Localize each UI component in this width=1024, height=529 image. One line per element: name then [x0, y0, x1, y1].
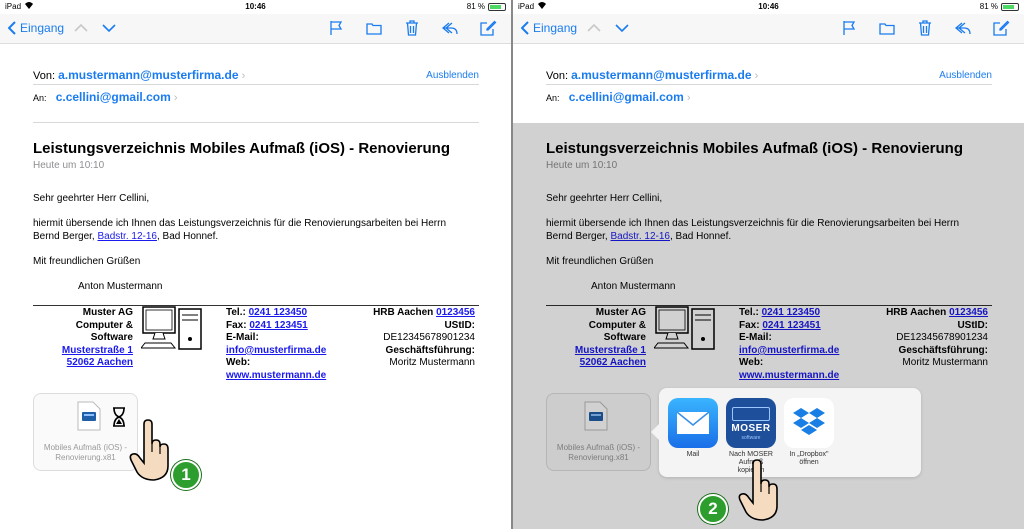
label-line: Aufmaß kopieren: [737, 459, 765, 474]
compose-icon[interactable]: [992, 19, 1010, 37]
mail-sender: Anton Mustermann: [591, 281, 676, 292]
street-link[interactable]: Musterstraße 1: [574, 344, 646, 356]
battery-percent: 81 %: [466, 2, 485, 11]
folder-icon[interactable]: [365, 19, 383, 37]
tel-link[interactable]: 0241 123450: [248, 307, 308, 318]
from-line: [33, 68, 479, 82]
to-label: An:: [33, 93, 47, 103]
mail-body-line: hiermit übersende ich Ihnen das Leistungsverzeichnis für die Renovierungsarbeiten bei Herrn: [33, 218, 447, 229]
hrb-label: HRB Aachen: [373, 307, 434, 318]
from-label: Von:: [546, 70, 569, 82]
chevron-right-icon: ›: [754, 70, 759, 82]
fax-label: Fax:: [226, 319, 247, 331]
attachment-tile[interactable]: [33, 393, 138, 471]
clock: 10:46: [245, 2, 266, 11]
email-link[interactable]: info@musterfirma.de: [226, 344, 327, 356]
previous-mail-icon[interactable]: [74, 20, 88, 36]
city-link[interactable]: 52062 Aachen: [579, 357, 646, 369]
company-name: Software: [90, 332, 133, 344]
tel-label: Tel.:: [739, 307, 759, 318]
share-app-label: Mail: [686, 451, 700, 458]
header-divider: [33, 84, 479, 85]
mail-view-step-2: [513, 0, 1024, 529]
mail-greeting: Sehr geehrter Herr Cellini,: [33, 193, 150, 204]
document-icon: [77, 401, 101, 431]
hrb-link[interactable]: 0123456: [949, 307, 988, 318]
mail-subject: Leistungsverzeichnis Mobiles Aufmaß (iOS) - Renovierung: [546, 140, 964, 157]
web-link[interactable]: www.mustermann.de: [226, 369, 327, 381]
management-value: Moritz Mustermann: [389, 357, 475, 369]
body-text: , Bad Honnef.: [156, 231, 219, 242]
reply-icon[interactable]: [441, 19, 459, 37]
clock: 10:46: [758, 2, 779, 11]
hrb-link[interactable]: 0123456: [436, 307, 475, 318]
tap-hand-icon: [128, 418, 174, 484]
label-line: öffnen: [799, 459, 819, 466]
fax-label: Fax:: [739, 319, 760, 331]
chevron-right-icon: ›: [241, 70, 246, 82]
management-label: Geschäftsführung:: [898, 344, 988, 356]
to-address[interactable]: c.cellini@gmail.com: [568, 90, 684, 104]
chevron-right-icon: ›: [173, 92, 178, 104]
signature-contact: [226, 307, 326, 383]
status-bar: [513, 0, 1024, 14]
flag-icon[interactable]: [327, 19, 345, 37]
to-address[interactable]: c.cellini@gmail.com: [55, 90, 171, 104]
moser-app-icon: [726, 398, 776, 448]
signature-registry: [373, 307, 475, 370]
next-mail-icon[interactable]: [102, 20, 116, 36]
hourglass-icon: [112, 407, 126, 427]
city-link[interactable]: 52062 Aachen: [66, 357, 133, 369]
battery-percent: 81 %: [979, 2, 998, 11]
tel-label: Tel.:: [226, 307, 246, 318]
mail-sender: Anton Mustermann: [78, 281, 163, 292]
company-name: Software: [603, 332, 646, 344]
moser-logo-sub: software: [741, 435, 761, 441]
mail-body-line: [33, 231, 218, 242]
ustid-value: DE12345678901234: [383, 332, 475, 344]
step-badge-2: 2: [698, 494, 728, 524]
mail-view-step-1: [0, 0, 511, 529]
signature-company: [62, 307, 133, 370]
attachment-name: Mobiles Aufmaß (iOS) -: [556, 443, 641, 452]
chevron-left-icon: [521, 21, 529, 35]
ruler-shape: [732, 407, 770, 421]
to-line: [546, 90, 992, 104]
label-line: Nach MOSER: [729, 451, 773, 458]
battery-icon: [488, 3, 506, 11]
company-name: Computer &: [588, 319, 646, 331]
header-divider: [546, 84, 992, 85]
from-line: [546, 68, 992, 82]
address-link[interactable]: Badstr. 12-16: [97, 231, 157, 242]
trash-icon[interactable]: [916, 19, 934, 37]
email-label: E-Mail:: [226, 332, 259, 344]
computer-logo: [141, 305, 205, 351]
to-line: [33, 90, 479, 104]
reply-icon[interactable]: [954, 19, 972, 37]
share-app-dropbox[interactable]: [784, 398, 834, 467]
attachment-name: Mobiles Aufmaß (iOS) -: [43, 443, 128, 452]
body-text: Bernd Berger,: [33, 231, 98, 242]
dropbox-app-icon: [784, 398, 834, 448]
label-line: In „Dropbox": [789, 451, 829, 458]
fax-link[interactable]: 0241 123451: [762, 319, 821, 331]
ustid-label: UStID:: [444, 319, 475, 331]
hide-details-link[interactable]: Ausblenden: [939, 70, 992, 81]
chevron-left-icon: [8, 21, 16, 35]
back-button[interactable]: [8, 21, 64, 35]
mail-greeting: Sehr geehrter Herr Cellini,: [546, 193, 663, 204]
web-label: Web:: [739, 357, 764, 369]
fax-link[interactable]: 0241 123451: [249, 319, 308, 331]
header-divider: [33, 122, 479, 123]
ustid-label: UStID:: [957, 319, 988, 331]
mail-subject: Leistungsverzeichnis Mobiles Aufmaß (iOS) - Renovierung: [33, 140, 451, 157]
back-label: Eingang: [20, 21, 65, 35]
moser-logo-text: MOSER: [731, 423, 771, 434]
flag-icon[interactable]: [840, 19, 858, 37]
mail-closing: Mit freundlichen Grüßen: [33, 256, 141, 267]
management-label: Geschäftsführung:: [385, 344, 475, 356]
status-bar: [0, 0, 511, 14]
mail-app-icon: [668, 398, 718, 448]
web-link[interactable]: www.mustermann.de: [739, 369, 840, 381]
ustid-value: DE12345678901234: [896, 332, 988, 344]
company-name: Muster AG: [595, 307, 646, 318]
share-app-mail[interactable]: [668, 398, 718, 459]
tap-hand-icon: [737, 458, 783, 524]
email-label: E-Mail:: [739, 332, 772, 344]
from-label: Von:: [33, 70, 56, 82]
compose-icon[interactable]: [479, 19, 497, 37]
folder-icon[interactable]: [878, 19, 896, 37]
management-value: Moritz Mustermann: [902, 357, 988, 369]
back-button[interactable]: [521, 21, 577, 35]
address-link[interactable]: Badstr. 12-16: [610, 231, 670, 242]
carrier-label: iPad: [518, 2, 535, 11]
share-popover: [659, 388, 921, 477]
mail-body-line: hiermit übersende ich Ihnen das Leistungsverzeichnis für die Renovierungsarbeiten bei Herrn: [546, 218, 960, 229]
body-text: Bernd Berger,: [546, 231, 611, 242]
street-link[interactable]: Musterstraße 1: [61, 344, 133, 356]
chevron-right-icon: ›: [686, 92, 691, 104]
popover-arrow: [651, 424, 659, 440]
company-name: Muster AG: [82, 307, 133, 318]
step-badge-1: 1: [171, 460, 201, 490]
body-text: , Bad Honnef.: [669, 231, 732, 242]
back-label: Eingang: [533, 21, 578, 35]
trash-icon[interactable]: [403, 19, 421, 37]
to-label: An:: [546, 93, 560, 103]
web-label: Web:: [226, 357, 251, 369]
share-app-label: [784, 451, 834, 467]
from-address[interactable]: a.mustermann@musterfirma.de: [571, 68, 752, 82]
attachment-name: Renovierung.x81: [568, 453, 629, 462]
mail-date: Heute um 10:10: [546, 160, 618, 171]
carrier-label: iPad: [5, 2, 22, 11]
hide-details-link[interactable]: Ausblenden: [426, 70, 479, 81]
next-mail-icon[interactable]: [615, 20, 629, 36]
email-link[interactable]: info@musterfirma.de: [739, 344, 840, 356]
tel-link[interactable]: 0241 123450: [761, 307, 821, 318]
battery-icon: [1001, 3, 1019, 11]
company-name: Computer &: [75, 319, 133, 331]
mail-date: Heute um 10:10: [33, 160, 105, 171]
attachment-name: Renovierung.x81: [55, 453, 116, 462]
signature-divider: [33, 305, 479, 306]
mail-toolbar: [513, 14, 1024, 44]
mail-closing: Mit freundlichen Grüßen: [546, 256, 654, 267]
previous-mail-icon[interactable]: [587, 20, 601, 36]
from-address[interactable]: a.mustermann@musterfirma.de: [58, 68, 239, 82]
hrb-label: HRB Aachen: [886, 307, 947, 318]
mail-toolbar: [0, 14, 511, 44]
